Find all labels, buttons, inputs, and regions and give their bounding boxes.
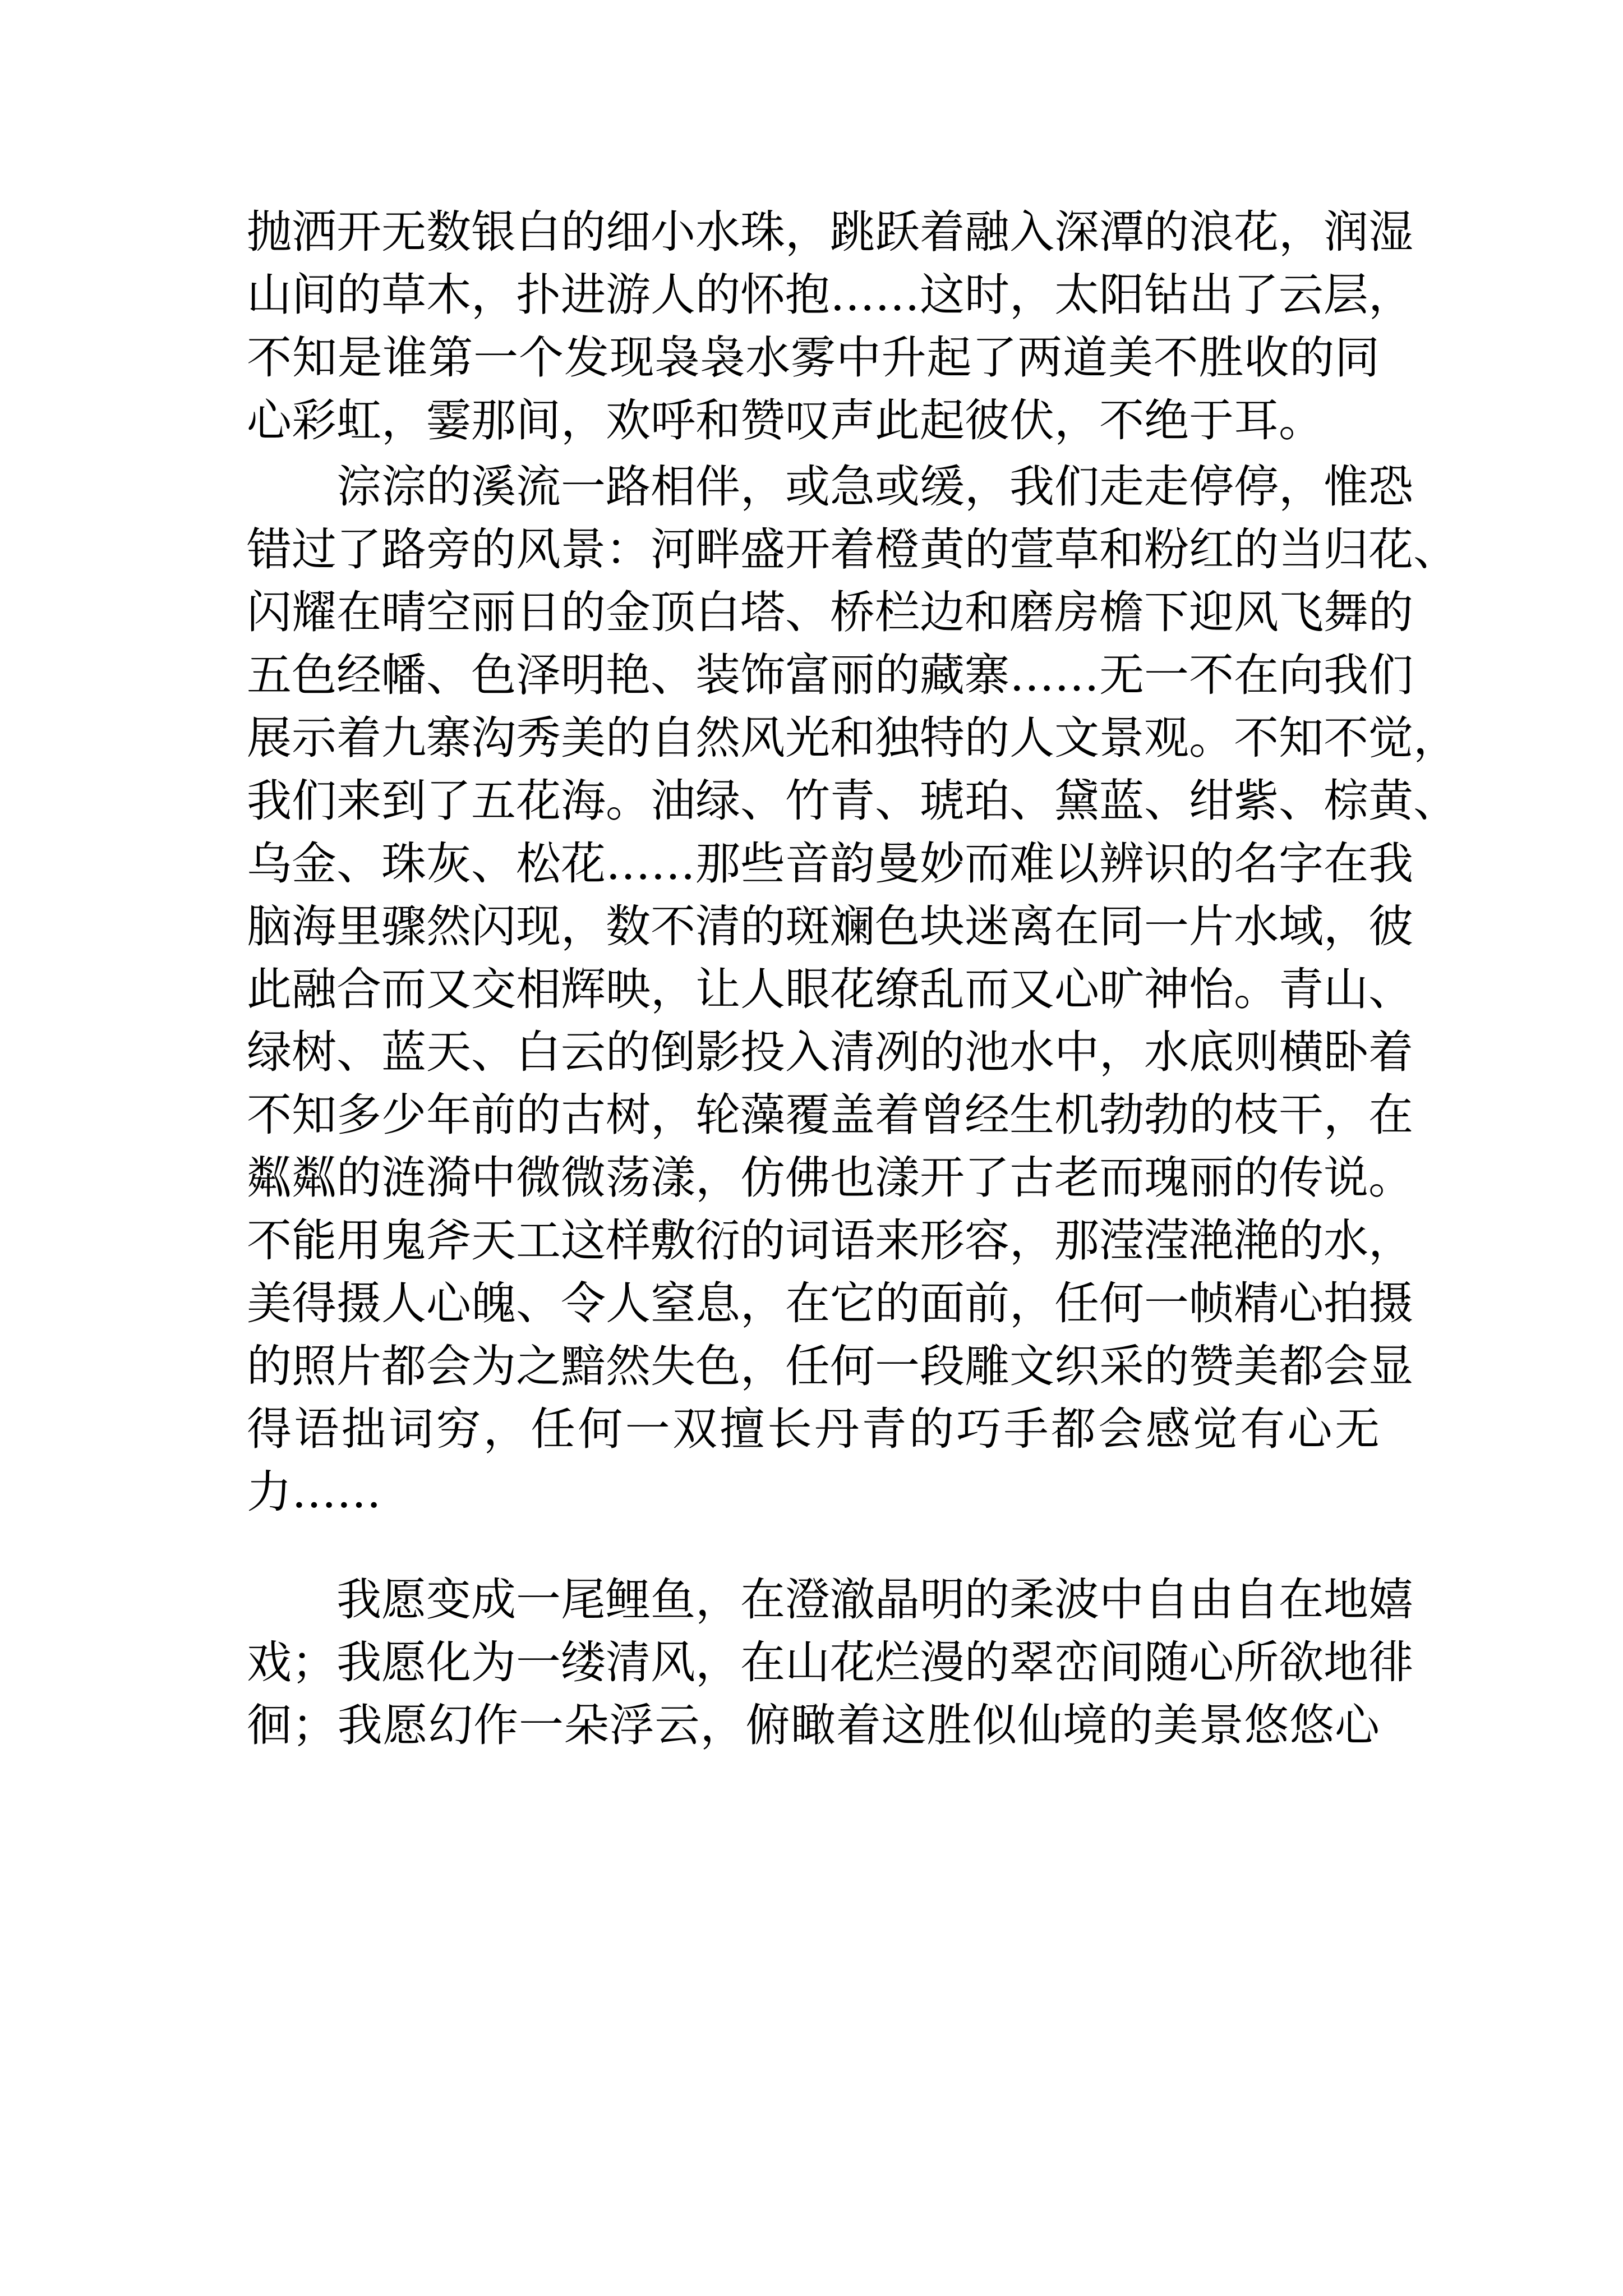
text-line: 五色经幡、色泽明艳、装饰富丽的藏寨……无一不在向我们: [247, 649, 1413, 701]
text-line: 不能用鬼斧天工这样敷衍的词语来形容，那滢滢滟滟的水，: [247, 1214, 1413, 1267]
text-line: 心彩虹，霎那间，欢呼和赞叹声此起彼伏，不绝于耳。: [247, 394, 1324, 447]
text-line: 山间的草木，扑进游人的怀抱……这时，太阳钻出了云层，: [247, 269, 1413, 321]
text-line: 此融合而又交相辉映，让人眼花缭乱而又心旷神怡。青山、: [247, 963, 1413, 1015]
text-line: 力……: [247, 1466, 381, 1518]
text-line: 错过了路旁的风景：河畔盛开着橙黄的萱草和粉红的当归花、: [247, 523, 1458, 576]
body-text: [247, 201, 1458, 1757]
text-line: 我们来到了五花海。油绿、竹青、琥珀、黛蓝、绀紫、棕黄、: [247, 775, 1458, 827]
text-line: 淙淙的溪流一路相伴，或急或缓，我们走走停停，惟恐: [336, 461, 1413, 513]
text-line: 不知是谁第一个发现袅袅水雾中升起了两道美不胜收的同: [247, 332, 1380, 384]
text-line: 美得摄人心魄、令人窒息，在它的面前，任何一帧精心拍摄: [247, 1277, 1413, 1329]
text-line: 得语拙词穷，任何一双擅长丹青的巧手都会感觉有心无: [247, 1403, 1380, 1455]
text-line: 徊；我愿幻作一朵浮云，俯瞰着这胜似仙境的美景悠悠心: [247, 1699, 1380, 1751]
paragraph-3: [247, 1568, 1413, 1757]
text-line: 展示着九寨沟秀美的自然风光和独特的人文景观。不知不觉，: [247, 712, 1458, 764]
text-line: 闪耀在晴空丽日的金顶白塔、桥栏边和磨房檐下迎风飞舞的: [247, 586, 1413, 638]
paragraph-1: [247, 201, 1413, 452]
text-line: 绿树、蓝天、白云的倒影投入清冽的池水中，水底则横卧着: [247, 1026, 1413, 1078]
text-line: 不知多少年前的古树，轮藻覆盖着曾经生机勃勃的枝干，在: [247, 1089, 1413, 1141]
text-line: 脑海里骤然闪现，数不清的斑斓色块迷离在同一片水域，彼: [247, 900, 1413, 953]
text-line: 的照片都会为之黯然失色，任何一段雕文织采的赞美都会显: [247, 1340, 1413, 1392]
text-line: 粼粼的涟漪中微微荡漾，仿佛也漾开了古老而瑰丽的传说。: [247, 1152, 1413, 1204]
text-line: 抛洒开无数银白的细小水珠，跳跃着融入深潭的浪花，润湿: [247, 206, 1413, 258]
paragraph-2: [247, 455, 1458, 1524]
text-line: 乌金、珠灰、松花……那些音韵曼妙而难以辨识的名字在我: [247, 838, 1413, 890]
text-line: 我愿变成一尾鲤鱼，在澄澈晶明的柔波中自由自在地嬉: [336, 1573, 1413, 1626]
text-line: 戏；我愿化为一缕清风，在山花烂漫的翠峦间随心所欲地徘: [247, 1636, 1413, 1688]
